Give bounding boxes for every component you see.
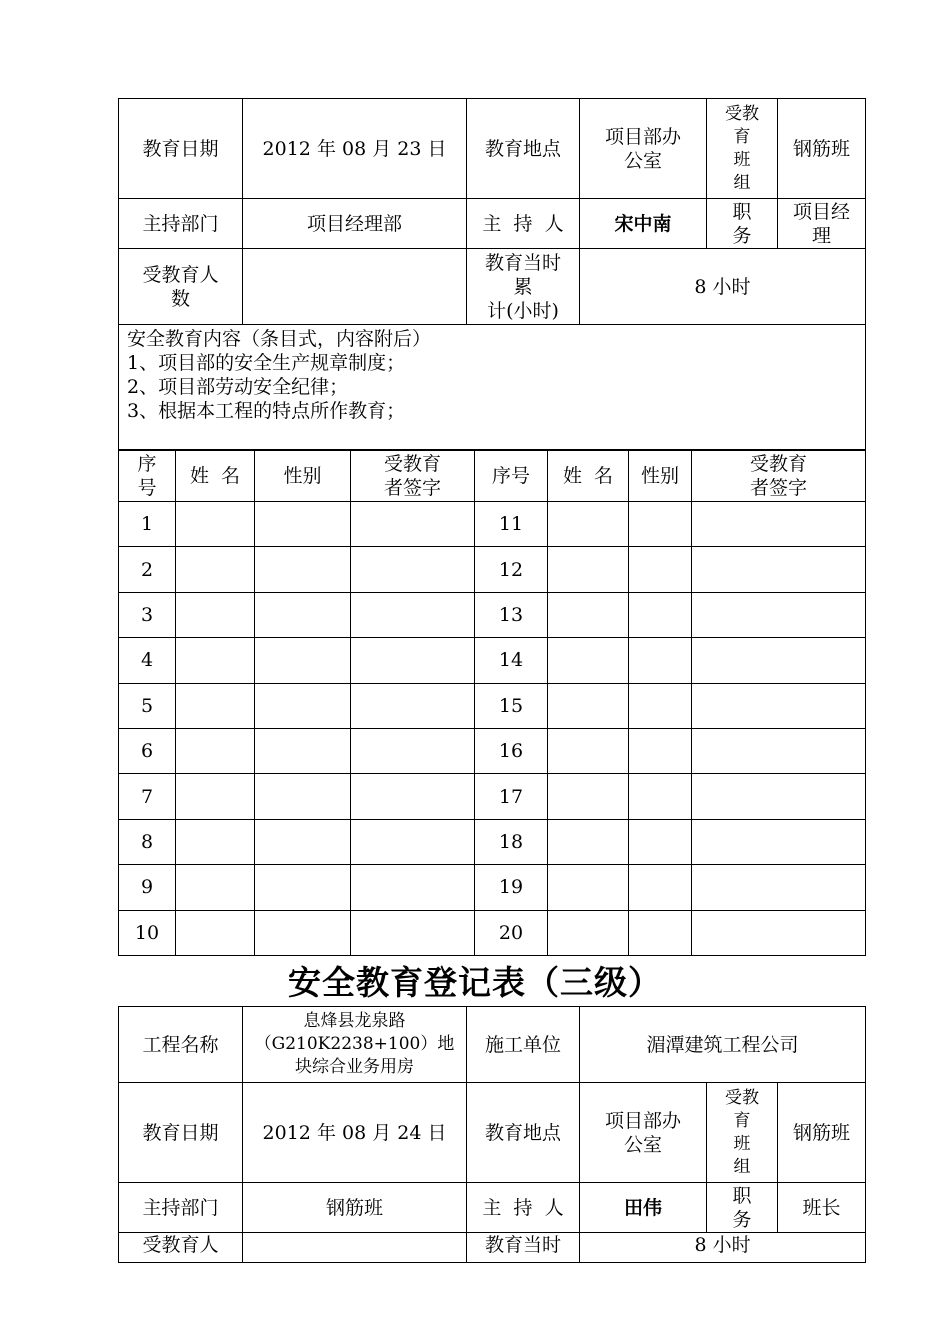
project-label: 工程名称 — [119, 1007, 243, 1083]
row-sign2 — [692, 502, 866, 547]
group-value-2: 钢筋班 — [778, 1083, 866, 1183]
row-gender2 — [629, 819, 692, 864]
table-row — [119, 547, 866, 592]
row-name2 — [548, 865, 629, 910]
row-seq2: 13 — [475, 592, 548, 637]
row-seq2: 14 — [475, 638, 548, 683]
group-label-2: 受教 育 班 组 — [707, 1083, 778, 1183]
form1-header-table — [118, 98, 866, 450]
row-sign — [351, 819, 475, 864]
project-value: 息烽县龙泉路 （G210K2238+100）地 块综合业务用房 — [243, 1007, 467, 1083]
row-seq2: 18 — [475, 819, 548, 864]
row-name — [176, 592, 255, 637]
table-row — [119, 910, 866, 955]
row-gender2 — [629, 502, 692, 547]
row-gender2 — [629, 547, 692, 592]
row-seq: 8 — [119, 819, 176, 864]
row-seq2: 11 — [475, 502, 548, 547]
content-line: 安全教育内容（条目式，内容附后） — [127, 328, 432, 350]
row-seq: 4 — [119, 638, 176, 683]
row-seq2: 12 — [475, 547, 548, 592]
row-name — [176, 728, 255, 773]
row-name — [176, 774, 255, 819]
row-name2 — [548, 502, 629, 547]
edu-place-value: 项目部办 公室 — [580, 99, 707, 199]
row-name2 — [548, 819, 629, 864]
row-gender2 — [629, 865, 692, 910]
col-gender-header: 性别 — [255, 451, 351, 502]
col-name2-header: 姓 名 — [548, 451, 629, 502]
row-seq2: 15 — [475, 683, 548, 728]
col-seq-header: 序 号 — [119, 451, 176, 502]
builder-label: 施工单位 — [467, 1007, 580, 1083]
row-sign2 — [692, 683, 866, 728]
position-label: 职 务 — [707, 199, 778, 249]
row-seq: 7 — [119, 774, 176, 819]
row-sign2 — [692, 638, 866, 683]
row-name2 — [548, 592, 629, 637]
row-sign2 — [692, 819, 866, 864]
row-seq: 3 — [119, 592, 176, 637]
host-dept-label: 主持部门 — [119, 199, 243, 249]
host-label-2: 主 持 人 — [467, 1183, 580, 1233]
host-value-2: 田伟 — [580, 1183, 707, 1233]
roster-body — [119, 502, 866, 956]
row-gender — [255, 819, 351, 864]
host-label: 主 持 人 — [467, 199, 580, 249]
group-label: 受教 育 班 组 — [707, 99, 778, 199]
row-seq: 9 — [119, 865, 176, 910]
hours-value: 8 小时 — [580, 249, 866, 325]
row-gender — [255, 638, 351, 683]
table-row — [119, 592, 866, 637]
page-title: 安全教育登记表（三级） — [288, 963, 662, 1002]
table-row — [119, 502, 866, 547]
row-name — [176, 910, 255, 955]
edu-place-value-2: 项目部办 公室 — [580, 1083, 707, 1183]
education-content — [119, 325, 866, 450]
edu-date-label: 教育日期 — [119, 99, 243, 199]
col-name-header: 姓 名 — [176, 451, 255, 502]
count-value — [243, 249, 467, 325]
row-seq2: 16 — [475, 728, 548, 773]
col-seq2-header: 序号 — [475, 451, 548, 502]
row-name — [176, 638, 255, 683]
row-sign — [351, 502, 475, 547]
row-gender2 — [629, 592, 692, 637]
row-sign — [351, 728, 475, 773]
count-label: 受教育人 数 — [119, 249, 243, 325]
row-seq2: 20 — [475, 910, 548, 955]
row-sign — [351, 547, 475, 592]
edu-date-value: 2012 年 08 月 23 日 — [243, 99, 467, 199]
position-label-2: 职 务 — [707, 1183, 778, 1233]
row-seq2: 17 — [475, 774, 548, 819]
table-row — [119, 819, 866, 864]
row-seq: 2 — [119, 547, 176, 592]
row-name2 — [548, 683, 629, 728]
table-row — [119, 865, 866, 910]
host-dept-value: 项目经理部 — [243, 199, 467, 249]
host-dept-label-2: 主持部门 — [119, 1183, 243, 1233]
count-label-2: 受教育人 — [119, 1233, 243, 1263]
col-sign-header: 受教育 者签字 — [351, 451, 475, 502]
row-sign — [351, 865, 475, 910]
row-gender — [255, 592, 351, 637]
col-gender2-header: 性别 — [629, 451, 692, 502]
row-gender — [255, 683, 351, 728]
row-seq: 10 — [119, 910, 176, 955]
row-gender2 — [629, 728, 692, 773]
row-sign2 — [692, 774, 866, 819]
host-dept-value-2: 钢筋班 — [243, 1183, 467, 1233]
row-name — [176, 502, 255, 547]
row-name2 — [548, 910, 629, 955]
edu-date-label-2: 教育日期 — [119, 1083, 243, 1183]
table-row — [119, 774, 866, 819]
row-seq: 6 — [119, 728, 176, 773]
row-name2 — [548, 774, 629, 819]
table-row — [119, 728, 866, 773]
content-line: 1、项目部的安全生产规章制度； — [127, 352, 406, 374]
edu-place-label: 教育地点 — [467, 99, 580, 199]
count-value-2 — [243, 1233, 467, 1263]
position-value: 项目经 理 — [778, 199, 866, 249]
row-name — [176, 547, 255, 592]
row-gender2 — [629, 910, 692, 955]
row-sign2 — [692, 865, 866, 910]
row-sign2 — [692, 547, 866, 592]
edu-place-label-2: 教育地点 — [467, 1083, 580, 1183]
hours-value-2: 8 小时 — [580, 1233, 866, 1263]
row-sign — [351, 683, 475, 728]
hours-label: 教育当时 累 计(小时) — [467, 249, 580, 325]
content-line: 3、根据本工程的特点所作教育； — [127, 400, 406, 422]
builder-value: 湄潭建筑工程公司 — [580, 1007, 866, 1083]
row-seq2: 19 — [475, 865, 548, 910]
row-name — [176, 683, 255, 728]
row-name2 — [548, 638, 629, 683]
form1-roster-table — [118, 450, 866, 956]
row-gender — [255, 910, 351, 955]
row-sign2 — [692, 592, 866, 637]
table-row — [119, 683, 866, 728]
host-value: 宋中南 — [580, 199, 707, 249]
hours-label-2: 教育当时 — [467, 1233, 580, 1263]
col-sign2-header: 受教育 者签字 — [692, 451, 866, 502]
edu-date-value-2: 2012 年 08 月 24 日 — [243, 1083, 467, 1183]
row-gender2 — [629, 683, 692, 728]
row-sign2 — [692, 910, 866, 955]
position-value-2: 班长 — [778, 1183, 866, 1233]
content-line: 2、项目部劳动安全纪律； — [127, 376, 349, 398]
table-row — [119, 638, 866, 683]
row-name2 — [548, 547, 629, 592]
row-name2 — [548, 728, 629, 773]
row-gender — [255, 774, 351, 819]
row-name — [176, 865, 255, 910]
row-sign — [351, 774, 475, 819]
row-gender2 — [629, 774, 692, 819]
group-value: 钢筋班 — [778, 99, 866, 199]
roster-header-row — [119, 451, 866, 502]
row-sign — [351, 910, 475, 955]
row-gender — [255, 547, 351, 592]
row-name — [176, 819, 255, 864]
row-seq: 1 — [119, 502, 176, 547]
row-sign2 — [692, 728, 866, 773]
row-gender — [255, 502, 351, 547]
row-gender — [255, 728, 351, 773]
row-gender2 — [629, 638, 692, 683]
form2-table — [118, 1006, 866, 1263]
row-seq: 5 — [119, 683, 176, 728]
row-gender — [255, 865, 351, 910]
row-sign — [351, 638, 475, 683]
row-sign — [351, 592, 475, 637]
